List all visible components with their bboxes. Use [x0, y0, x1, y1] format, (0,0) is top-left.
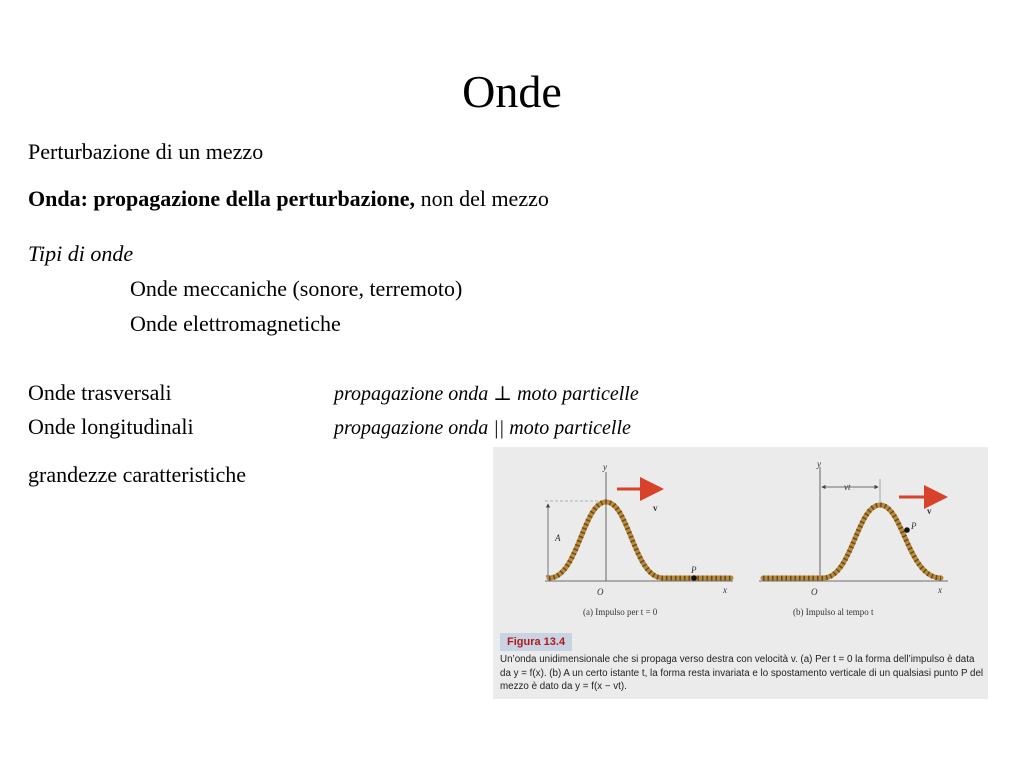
right-origin-label: O: [811, 587, 818, 597]
line-elettromagnetiche: Onde elettromagnetiche: [130, 311, 341, 336]
right-point-label: P: [911, 521, 917, 531]
textbook-figure: [493, 447, 988, 699]
line-trasversali: Onde trasversali: [28, 380, 172, 405]
left-origin-label: O: [597, 587, 604, 597]
figure-diagrams: [493, 447, 988, 632]
line-tipi: Tipi di onde: [28, 241, 134, 266]
left-x-label: x: [723, 585, 727, 595]
right-x-label: x: [938, 585, 942, 595]
onda-bold-text: Onda: propagazione della perturbazione,: [28, 186, 416, 211]
line-longitudinali: Onde longitudinali: [28, 414, 194, 439]
figure-caption-title: Figura 13.4: [500, 633, 572, 651]
right-displacement-label: vt: [844, 482, 851, 492]
right-velocity-label: v: [927, 506, 932, 516]
slide-title: Onde: [462, 66, 562, 117]
left-amplitude-label: A: [555, 533, 561, 543]
line-onda: [28, 186, 549, 212]
line-meccaniche: Onde meccaniche (sonore, terremoto): [130, 276, 463, 301]
onda-rest-text: non del mezzo: [415, 186, 549, 211]
left-rope-pulse: [549, 502, 731, 578]
line-grandezze: grandezze caratteristiche: [28, 462, 247, 487]
right-y-label: y: [817, 459, 821, 469]
right-rope-pulse: [763, 505, 941, 578]
line-perturbazione: Perturbazione di un mezzo: [28, 139, 264, 164]
left-point-label: P: [691, 565, 697, 575]
left-velocity-label: v: [653, 503, 658, 513]
left-point-p: [691, 575, 697, 581]
right-caption: (b) Impulso al tempo t: [793, 607, 874, 617]
left-rope-texture: [549, 502, 731, 578]
figure-caption-text: Un’onda unidimensionale che si propaga verso destra con velocità v. (a) Per t = 0 la forma dell’impulso è data da y = f(x). (b) A un certo istante t, la forma resta invariata e lo spostamento verticale di un qualsiasi punto P del mezzo è dato da y = f(x − vt).: [500, 654, 984, 692]
longitudinali-desc: propagazione onda || moto particelle: [334, 417, 631, 439]
left-y-label: y: [603, 462, 607, 472]
left-caption: (a) Impulso per t = 0: [583, 607, 658, 617]
right-point-p: [904, 527, 910, 533]
trasversali-desc: propagazione onda ⊥ moto particelle: [334, 383, 639, 405]
